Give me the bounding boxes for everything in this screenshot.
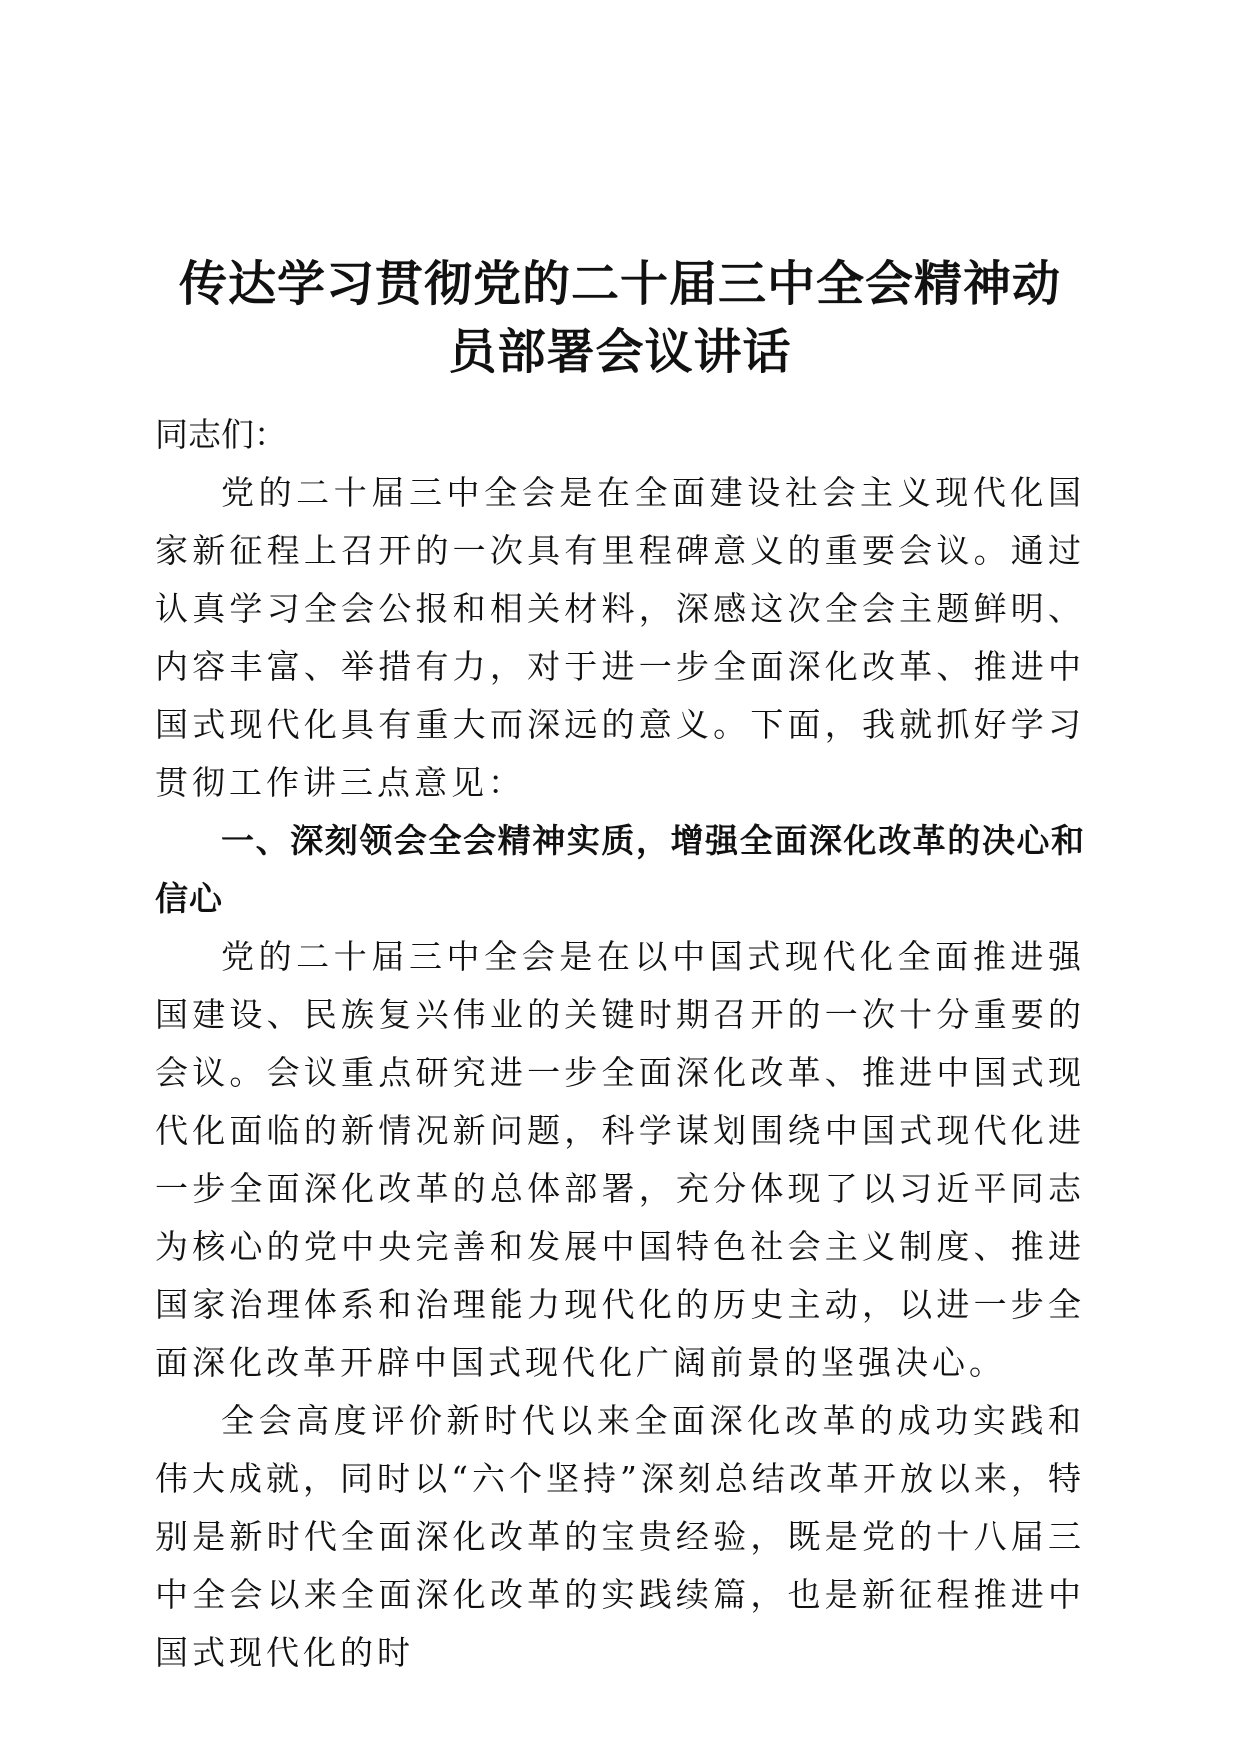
section1-paragraph-2: 全会高度评价新时代以来全面深化改革的成功实践和伟大成就，同时以“六个坚持”深刻总结改革开放以来，特别是新时代全面深化改革的宝贵经验，既是党的十八届三中全会以来全面深化改革的实践续篇，也是新征程推进中国式现代化的时	[155, 1401, 1085, 1672]
document-body	[155, 250, 1085, 1682]
intro-paragraph: 党的二十届三中全会是在全面建设社会主义现代化国家新征程上召开的一次具有里程碑意义的重要会议。通过认真学习全会公报和相关材料，深感这次全会主题鲜明、内容丰富、举措有力，对于进一步全面深化改革、推进中国式现代化具有重大而深远的意义。下面，我就抓好学习贯彻工作讲三点意见：	[155, 473, 1085, 802]
section1-paragraph-1: 党的二十届三中全会是在以中国式现代化全面推进强国建设、民族复兴伟业的关键时期召开的一次十分重要的会议。会议重点研究进一步全面深化改革、推进中国式现代化面临的新情况新问题，科学谋划围绕中国式现代化进一步全面深化改革的总体部署，充分体现了以习近平同志为核心的党中央完善和发展中国特色社会主义制度、推进国家治理体系和治理能力现代化的历史主动，以进一步全面深化改革开辟中国式现代化广阔前景的坚强决心。	[155, 937, 1085, 1382]
salutation: 同志们：	[155, 415, 287, 454]
document-title: 传达学习贯彻党的二十届三中全会精神动员部署会议讲话	[178, 256, 1061, 380]
section-heading-1: 一、深刻领会全会精神实质，增强全面深化改革的决心和信心	[155, 821, 1085, 918]
